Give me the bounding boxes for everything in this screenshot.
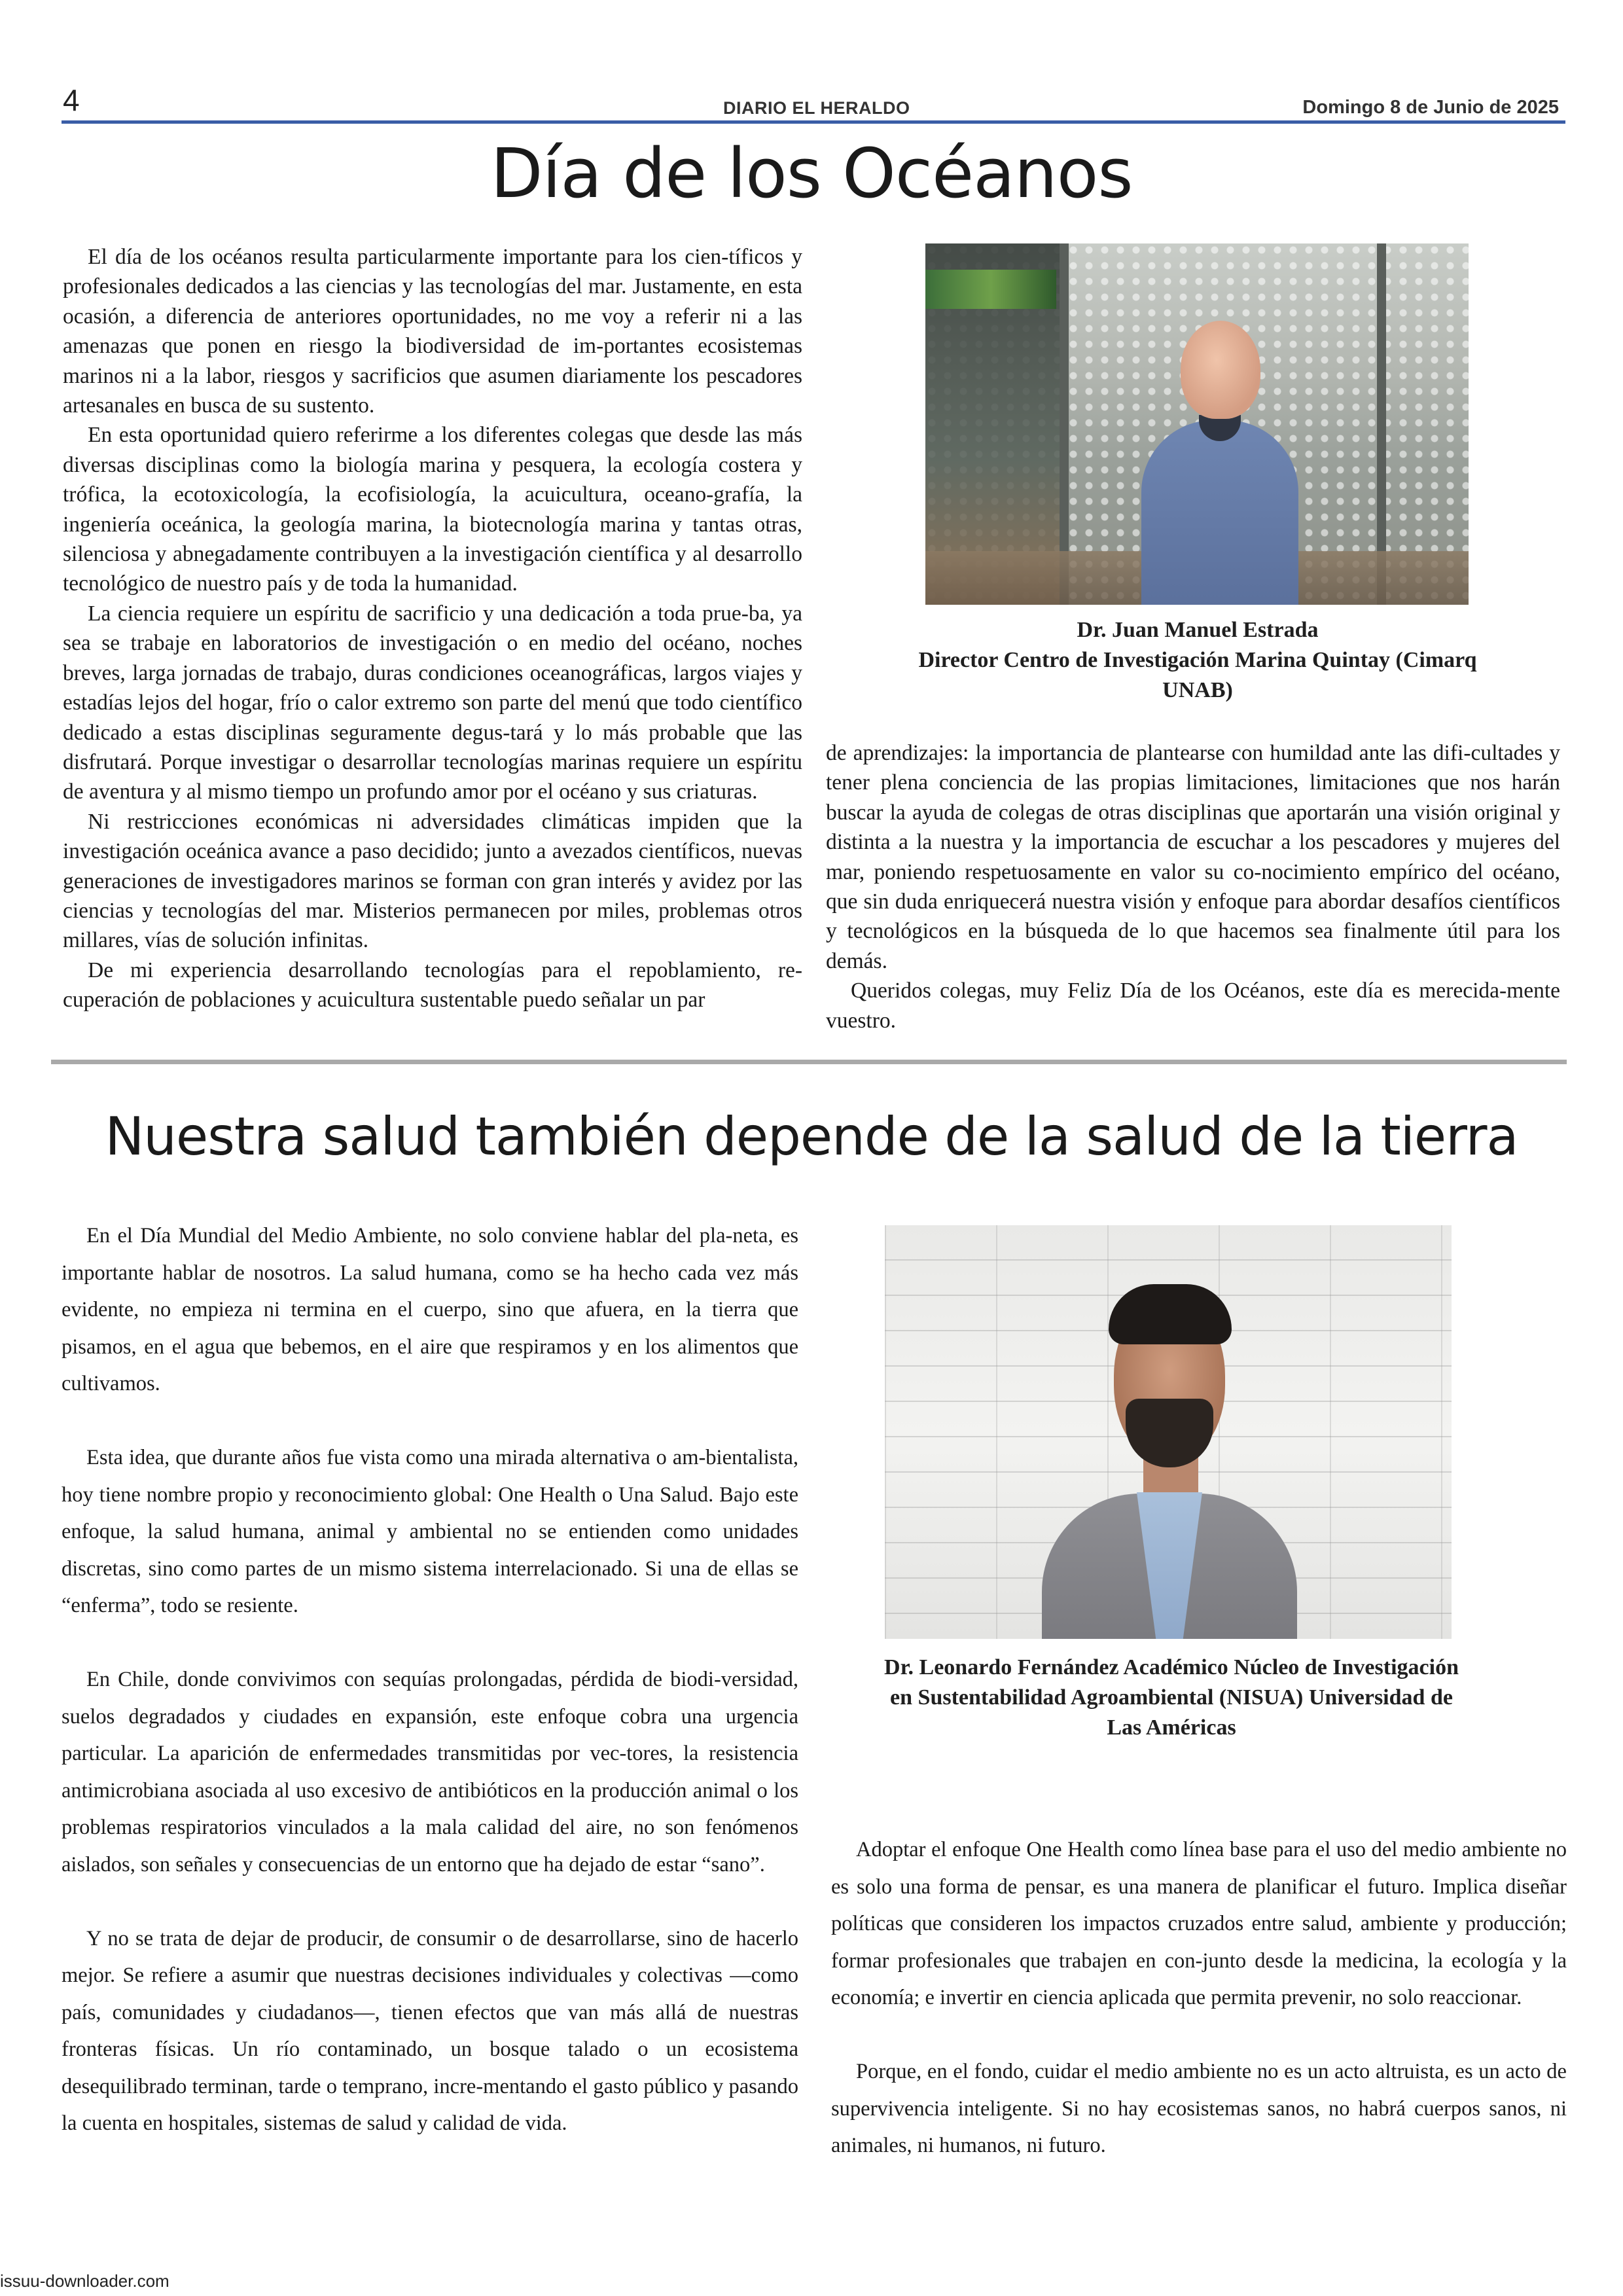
source-credit: issuu-downloader.com xyxy=(0,2271,169,2291)
page-number: 4 xyxy=(63,83,80,117)
caption-name: Dr. Juan Manuel Estrada xyxy=(1077,618,1319,642)
article-1-paragraph: Queridos colegas, muy Feliz Día de los Océanos, este día es merecida-mente vuestro. xyxy=(826,978,1560,1033)
article-1-title: Día de los Océanos xyxy=(490,134,1133,213)
article-2-paragraph: En Chile, donde convivimos con sequías prolongadas, pérdida de biodi-versidad, suelos degradados y ciudades en expansión, este enfoque cobra una urgencia particular. La aparición de enfermedades transmitidas por vec-tores, la resistencia antimicrobiana asociada al uso excesivo de antibióticos en la producción animal o los problemas respiratorios vinculados a la mala calidad del aire, no son fenómenos aislados, son señales y consecuencias de un entorno que ha dejado de estar “sano”. xyxy=(62,1668,798,1876)
article-2-paragraph: Porque, en el fondo, cuidar el medio ambiente no es un acto altruista, es un acto de supervivencia inteligente. Si no hay ecosistemas sanos, no habrá cuerpos sanos, ni animales, ni humanos, ni futuro. xyxy=(831,2060,1567,2157)
person-torso xyxy=(1141,420,1298,605)
caption-line: en Sustentabilidad Agroambiental (NISUA) Universidad de xyxy=(890,1685,1453,1710)
person-hair xyxy=(1109,1284,1232,1344)
article-2-right-column xyxy=(831,1831,1567,2164)
article-2-left-column xyxy=(62,1217,798,2142)
article-1-right-column xyxy=(826,738,1560,1035)
person-beard xyxy=(1126,1399,1213,1467)
article-2-photo-caption xyxy=(825,1653,1518,1743)
article-2-paragraph: En el Día Mundial del Medio Ambiente, no solo conviene hablar del pla-neta, es importante hablar de nosotros. La salud humana, como se ha hecho cada vez más evidente, no empieza ni termina en el cuerpo, sino que afuera, en la tierra que pisamos, en el agua que bebemos, en el aire que respiramos y en los alimentos que cultivamos. xyxy=(62,1224,798,1395)
article-1-left-column xyxy=(63,242,802,1015)
portrait-juan-manuel-estrada xyxy=(925,243,1469,605)
section-divider xyxy=(51,1060,1567,1064)
article-1-paragraph: El día de los océanos resulta particularmente importante para los cien-tíficos y profesionales dedicados a las ciencias y las tecnologías del mar. Justamente, en esta ocasión, a diferencia de anteriores oportunidades, no me voy a referir ni a las amenazas que ponen en riesgo la biodiversidad de im-portantes ecosistemas marinos ni a la labor, riesgos y sacrificios que asumen diariamente los pescadores artesanales en busca de su sustento. xyxy=(63,245,802,418)
article-1-paragraph: De mi experiencia desarrollando tecnologías para el repoblamiento, re-cuperación de poblaciones y acuicultura sustentable puedo señalar un par xyxy=(63,958,802,1013)
caption-role: Director Centro de Investigación Marina Quintay (Cimarq xyxy=(918,648,1477,672)
caption-role: UNAB) xyxy=(1162,678,1233,702)
article-2-paragraph: Esta idea, que durante años fue vista como una mirada alternativa o am-bientalista, hoy tiene nombre propio y reconocimiento global: One Health o Una Salud. Bajo este enfoque, la salud humana, animal y ambiental no se entienden como unidades discretas, sino como partes de un mismo sistema interrelacionado. Si una de ellas se “enferma”, todo se resiente. xyxy=(62,1446,798,1617)
person-head xyxy=(1181,321,1260,419)
caption-line: Dr. Leonardo Fernández Académico Núcleo de Investigación xyxy=(884,1655,1459,1679)
article-1-photo-caption xyxy=(851,615,1544,706)
article-2-title: Nuestra salud también depende de la salud de la tierra xyxy=(105,1106,1518,1167)
portrait-leonardo-fernandez xyxy=(885,1225,1452,1639)
caption-line: Las Américas xyxy=(1107,1715,1236,1740)
article-1-paragraph: La ciencia requiere un espíritu de sacrificio y una dedicación a toda prue-ba, ya sea se trabaje en laboratorios de investigación o en medio del océano, noches breves, larga jornadas de trabajo, duras condiciones oceanográficas, largos viajes y estadías lejos del hogar, frío o calor extremo son parte del menú que todo científico dedicado a estas disciplinas seguramente degus-tará y lo más probable que las disfrutará. Porque investigar o desarrollar tecnologías marinas requiere un espíritu de aventura y al mismo tiempo un profundo amor por el océano y sus criaturas. xyxy=(63,601,802,804)
article-1-paragraph: Ni restricciones económicas ni adversidades climáticas impiden que la investigación oceánica avance a paso decidido; junto a avezados científicos, nuevas generaciones de investigadores marinos se forman con gran interés y avidez por las ciencias y tecnologías del mar. Misterios permanecen por miles, problemas otros millares, vías de solución infinitas. xyxy=(63,809,802,953)
article-2-paragraph: Adoptar el enfoque One Health como línea base para el uso del medio ambiente no es solo una forma de pensar, es una manera de planificar el futuro. Implica diseñar políticas que consideren los impactos cruzados entre salud, ambiente y producción; formar profesionales que trabajen en con-junto desde la medicina, la ecología y la economía; e invertir en ciencia aplicada que permita prevenir, no solo reaccionar. xyxy=(831,1838,1567,2009)
newspaper-name: DIARIO EL HERALDO xyxy=(723,98,910,118)
article-1-paragraph: En esta oportunidad quiero referirme a los diferentes colegas que desde las más diversas disciplinas como la biología marina y pesquera, la ecología costera y trófica, la ecotoxicología, la ecofisiología, la acuicultura, oceano-grafía, la ingeniería oceánica, la geología marina, la biotecnología marina y tantas otras, silenciosa y abnegadamente contribuyen a la investigación científica y al desarrollo tecnológico de nuestro país y de toda la humanidad. xyxy=(63,423,802,596)
header-rule xyxy=(62,120,1565,124)
issue-date: Domingo 8 de Junio de 2025 xyxy=(1302,97,1559,118)
article-2-paragraph: Y no se trata de dejar de producir, de consumir o de desarrollarse, sino de hacerlo mejor. Se refiere a asumir que nuestras decisiones individuales y colectivas —como país, comunidades y ciudadanos—, tienen efectos que van más allá de nuestras fronteras físicas. Un río contaminado, un bosque talado o un ecosistema desequilibrado terminan, tarde o temprano, incre-mentando el gasto público y pasando la cuenta en hospitales, sistemas de salud y calidad de vida. xyxy=(62,1926,798,2135)
article-1-paragraph: de aprendizajes: la importancia de plantearse con humildad ante las difi-cultades y tener plena conciencia de las propias limitaciones, limitaciones que nos harán buscar la ayuda de colegas de otras disciplinas que aportarán una visión original y distinta a la nuestra y la importancia de escuchar a los pescadores y mujeres del mar, poniendo respetuosamente en valor su co-nocimiento empírico del océano, que sin duda enriquecerá nuestra visión y enfoque para abordar desafíos científicos y tecnológicos en la búsqueda de lo que hacemos sea finalmente útil para los demás. xyxy=(826,741,1560,973)
photo-plants xyxy=(925,270,1056,309)
